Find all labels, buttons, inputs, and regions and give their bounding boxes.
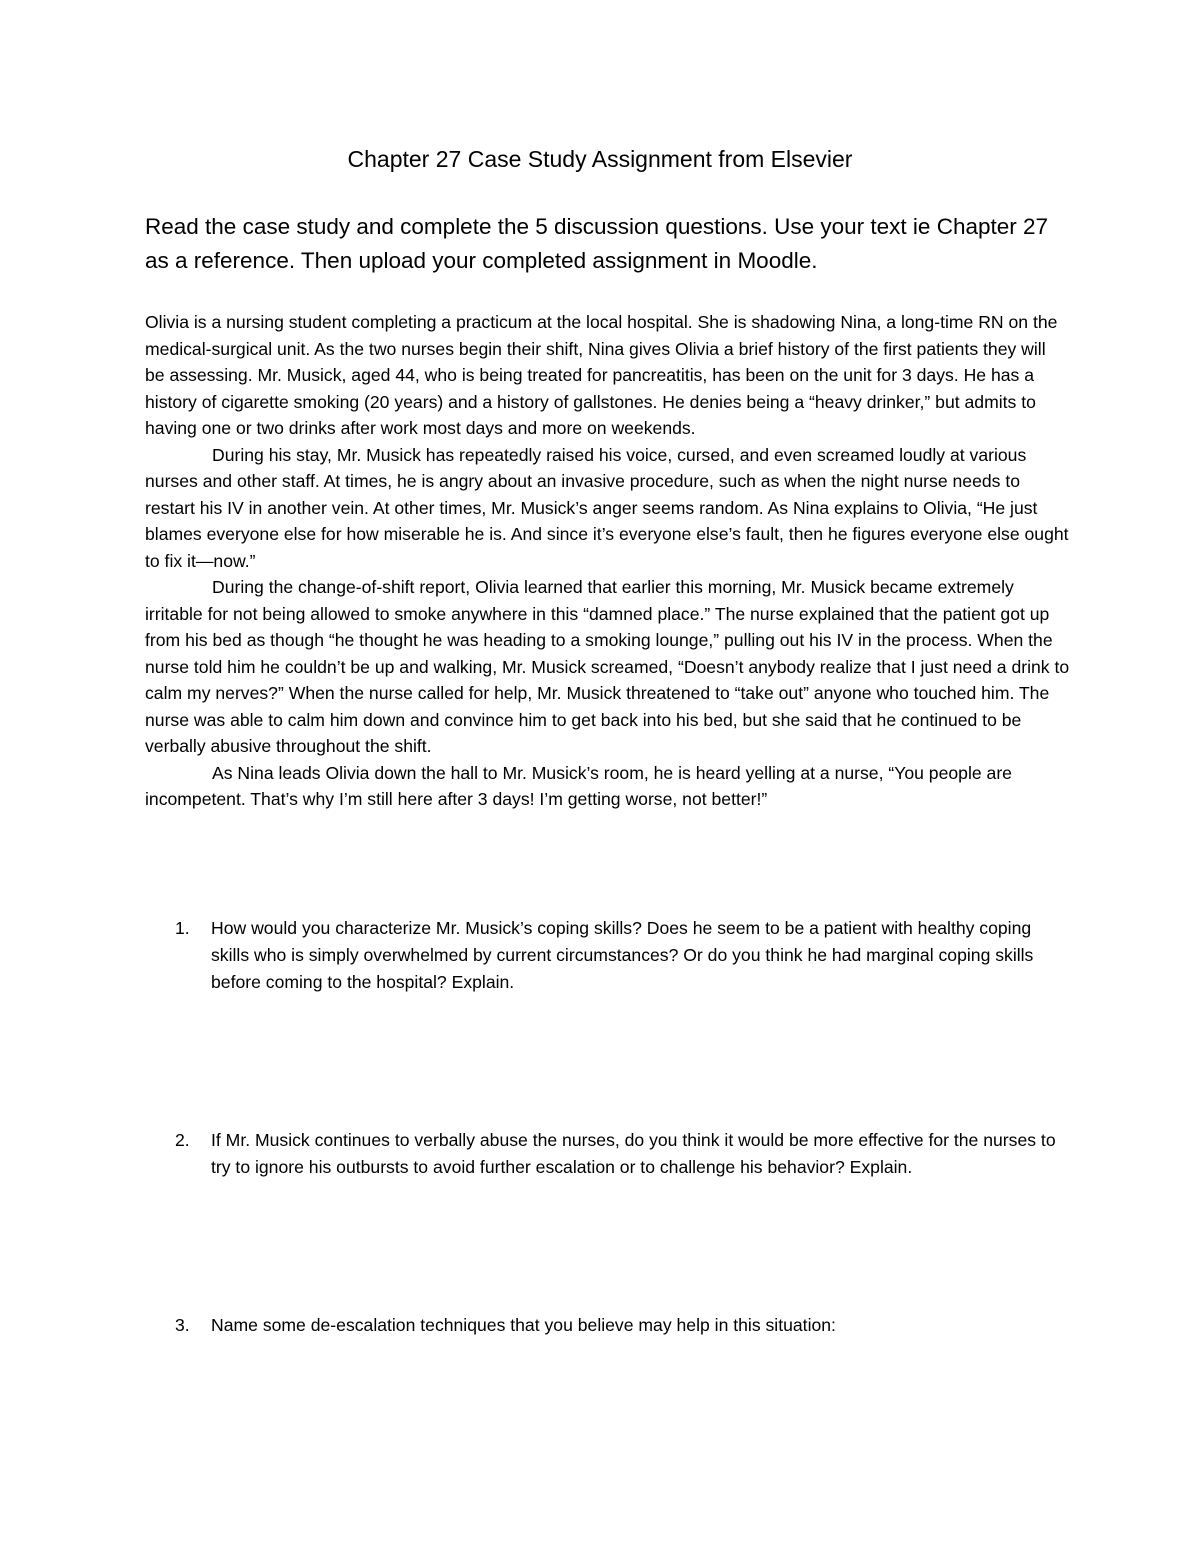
question-text: If Mr. Musick continues to verbally abuse the nurses, do you think it would be more effective for the nurses to try to ignore his outbursts to avoid further escalation or to challenge his behavior? Explain. [211,1130,1056,1177]
case-paragraph: As Nina leads Olivia down the hall to Mr. Musick’s room, he is heard yelling at a nurse, “You people are incompetent. That’s why I’m still here after 3 days! I’m getting worse, not better!” [145,762,1012,809]
case-paragraph: During the change-of-shift report, Olivia learned that earlier this morning, Mr. Musick became extremely irritable for not being allowed to smoke anywhere in this “damned place.” The nurse explained that the patient got up from his bed as though “he thought he was heading to a smoking lounge,” pulling out his IV in the process. When the nurse told him he couldn’t be up and walking, Mr. Musick screamed, “Doesn’t anybody realize that I just need a drink to calm my nerves?” When the nurse called for help, Mr. Musick threatened to “take out” anyone who touched him. The nurse was able to calm him down and convince him to get back into his bed, but she said that he continued to be verbally abusive throughout the shift. [145,577,1070,756]
assignment-instructions: Read the case study and complete the 5 discussion questions. Use your text ie Chapter 27 as a reference. Then upload your completed assignment in Moodle. [145,214,1049,273]
question-3 [145,1312,1070,1339]
question-number: 2. [175,1130,190,1150]
question-2 [145,1127,1070,1181]
document-title: Chapter 27 Case Study Assignment from Elsevier [347,146,853,172]
question-number: 3. [175,1315,190,1335]
case-study-text [145,309,1070,813]
case-paragraph: Olivia is a nursing student completing a practicum at the local hospital. She is shadowing Nina, a long-time RN on the medical-surgical unit. As the two nurses begin their shift, Nina gives Olivia a brief history of the first patients they will be assessing. Mr. Musick, aged 44, who is being treated for pancreatitis, has been on the unit for 3 days. He has a history of cigarette smoking (20 years) and a history of gallstones. He denies being a “heavy drinker,” but admits to having one or two drinks after work most days and more on weekends. [145,312,1058,438]
case-paragraph: During his stay, Mr. Musick has repeatedly raised his voice, cursed, and even screamed loudly at various nurses and other staff. At times, he is angry about an invasive procedure, such as when the night nurse needs to restart his IV in another vein. At other times, Mr. Musick’s anger seems random. As Nina explains to Olivia, “He just blames everyone else for how miserable he is. And since it’s everyone else’s fault, then he figures everyone else ought to fix it—now.” [145,444,1069,571]
question-1 [145,915,1070,996]
question-number: 1. [175,918,190,938]
question-text: Name some de-escalation techniques that you believe may help in this situation: [211,1315,836,1335]
question-text: How would you characterize Mr. Musick’s coping skills? Does he seem to be a patient with healthy coping skills who is simply overwhelmed by current circumstances? Or do you think he had marginal coping skills before coming to the hospital? Explain. [211,918,1034,992]
